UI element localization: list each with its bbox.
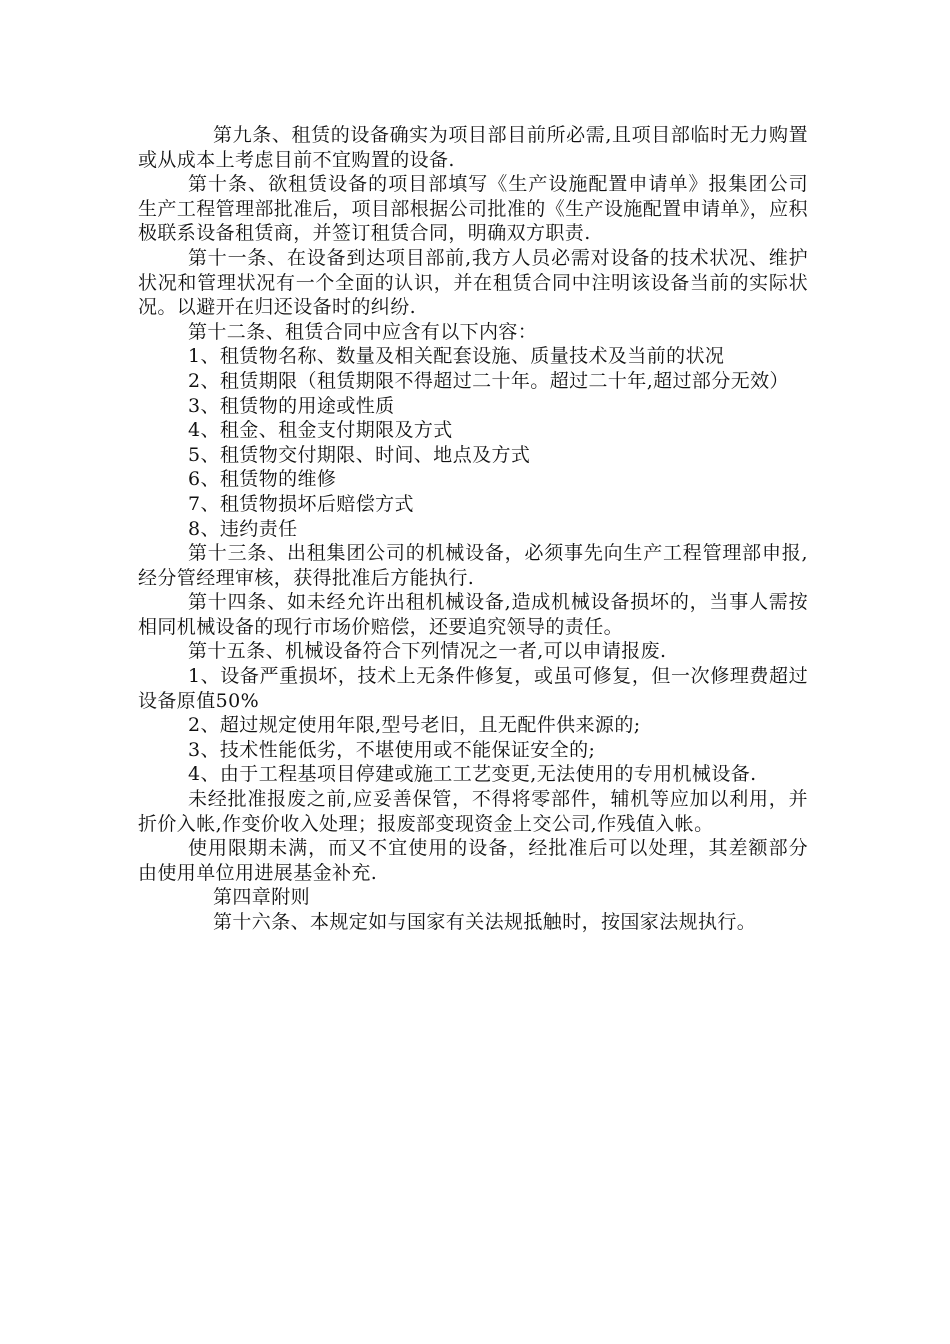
paragraph-unapproved-scrap: 未经批准报废之前,应妥善保管，不得将零部件，辅机等应加以利用，并折价入帐,作变价收入处理；报废部变现资金上交公司,作残值入帐。 [138, 788, 808, 835]
list-item-lease-1: 1、租赁物名称、数量及相关配套设施、质量技术及当前的状况 [188, 345, 725, 368]
paragraph-article-13: 第十三条、出租集团公司的机械设备，必须事先向生产工程管理部申报,经分管经理审核，获得批准后方能执行. [138, 542, 808, 589]
paragraph-unexpired-equipment: 使用限期未满，而又不宜使用的设备，经批准后可以处理，其差额部分由使用单位用进展基金补充. [138, 837, 808, 884]
list-item-lease-4: 4、租金、租金支付期限及方式 [188, 419, 453, 442]
list-item-scrap-1: 1、设备严重损坏，技术上无条件修复，或虽可修复，但一次修理费超过设备原值50% [138, 665, 808, 712]
chapter-heading-4: 第四章附则 [213, 886, 311, 909]
document-body [138, 123, 808, 935]
paragraph-article-11: 第十一条、在设备到达项目部前,我方人员必需对设备的技术状况、维护状况和管理状况有一个全面的认识，并在租赁合同中注明该设备当前的实际状况。以避开在归还设备时的纠纷. [138, 246, 808, 319]
paragraph-article-14: 第十四条、如未经允许出租机械设备,造成机械设备损坏的，当事人需按相同机械设备的现行市场价赔偿，还要追究领导的责任。 [138, 591, 808, 638]
list-item-lease-2: 2、租赁期限（租赁期限不得超过二十年。超过二十年,超过部分无效） [188, 369, 789, 392]
list-item-lease-7: 7、租赁物损坏后赔偿方式 [188, 492, 414, 515]
list-item-scrap-2: 2、超过规定使用年限,型号老旧，且无配件供来源的; [188, 714, 641, 737]
paragraph-article-16: 第十六条、本规定如与国家有关法规抵触时，按国家法规执行。 [213, 911, 757, 933]
list-item-lease-3: 3、租赁物的用途或性质 [188, 394, 395, 417]
paragraph-article-9: 第九条、租赁的设备确实为项目部目前所必需,且项目部临时无力购置或从成本上考虑目前不宜购置的设备. [138, 124, 808, 171]
paragraph-article-12: 第十二条、租赁合同中应含有以下内容： [188, 320, 538, 343]
list-item-lease-6: 6、租赁物的维修 [188, 468, 337, 491]
paragraph-article-10: 第十条、欲租赁设备的项目部填写《生产设施配置申请单》报集团公司生产工程管理部批准后，项目部根据公司批准的《生产设施配置申请单》，应积极联系设备租赁商，并签订租赁合同，明确双方职责. [138, 173, 808, 245]
list-item-scrap-3: 3、技术性能低劣，不堪使用或不能保证安全的; [188, 738, 596, 761]
list-item-scrap-4: 4、由于工程基项目停建或施工工艺变更,无法使用的专用机械设备. [188, 763, 757, 786]
list-item-lease-8: 8、违约责任 [188, 517, 298, 540]
list-item-lease-5: 5、租赁物交付期限、时间、地点及方式 [188, 443, 531, 466]
paragraph-article-15: 第十五条、机械设备符合下列情况之一者,可以申请报废. [188, 640, 667, 663]
